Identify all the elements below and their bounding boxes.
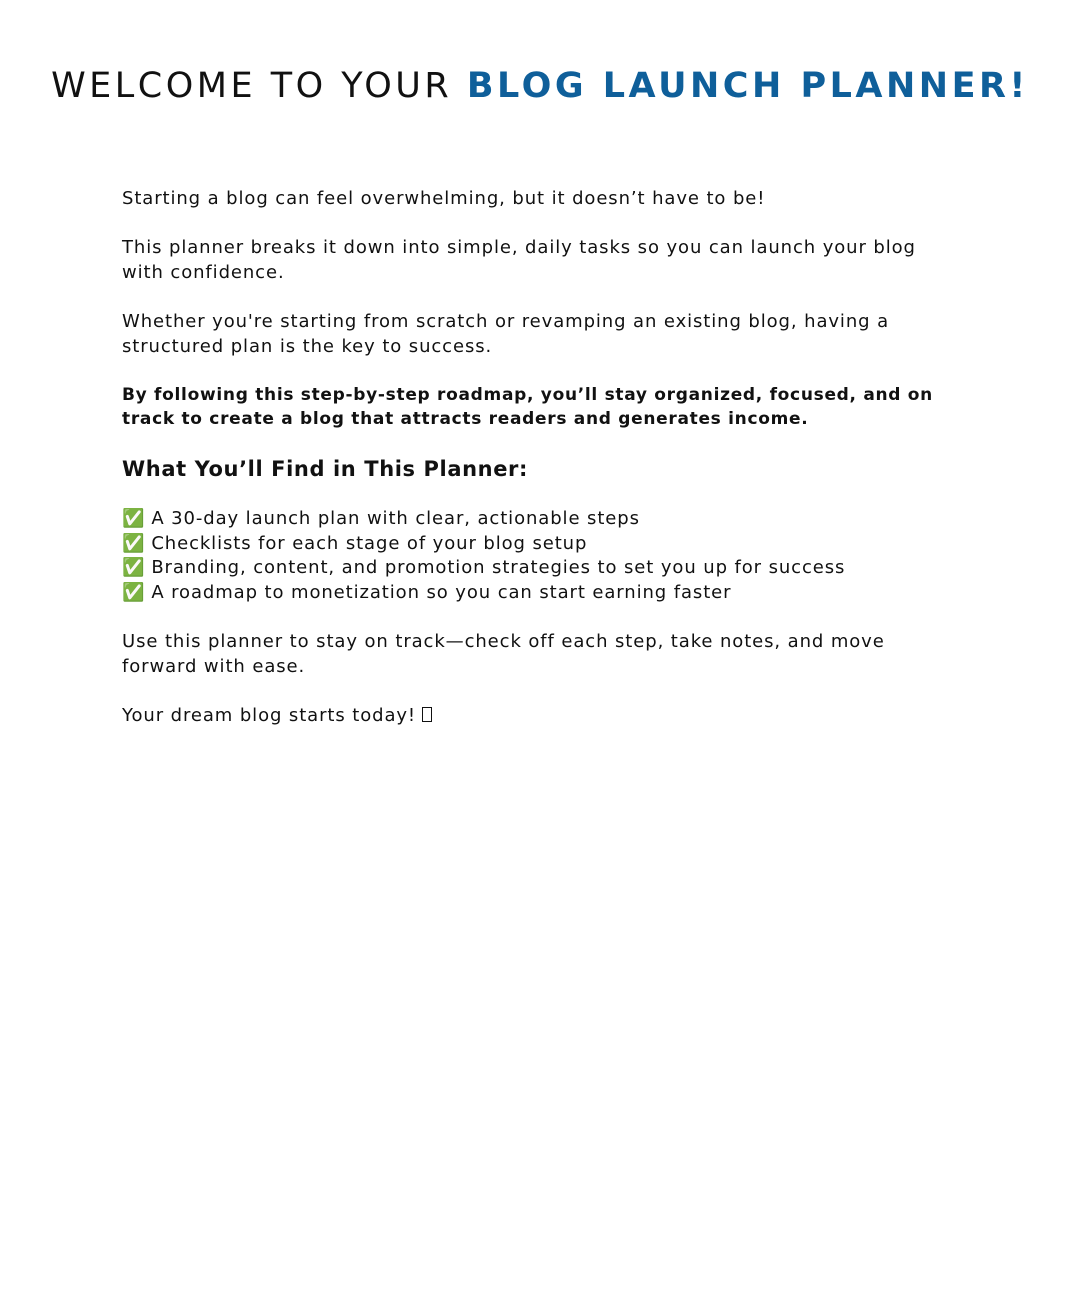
title-prefix: WELCOME TO YOUR [51, 66, 467, 106]
page-title [0, 68, 1080, 104]
checkmark-icon: ✅ [122, 581, 146, 603]
feature-list [122, 507, 962, 605]
list-item [122, 507, 962, 532]
list-item [122, 581, 962, 606]
list-item [122, 532, 962, 557]
dream-text: Your dream blog starts today! [122, 705, 417, 726]
checkmark-icon: ✅ [122, 508, 146, 529]
missing-glyph-icon [422, 707, 432, 722]
section-heading: What You’ll Find in This Planner: [122, 457, 529, 481]
list-item-text: A roadmap to monetization so you can start earning faster [151, 581, 732, 603]
list-item [122, 556, 962, 581]
intro-paragraph: Starting a blog can feel overwhelming, but it doesn’t have to be! [122, 188, 766, 209]
breakdown-paragraph: This planner breaks it down into simple, daily tasks so you can launch your blog with confidence. [122, 237, 916, 283]
dream-paragraph [122, 703, 962, 728]
whether-paragraph: Whether you're starting from scratch or revamping an existing blog, having a structured plan is the key to success. [122, 311, 890, 357]
title-highlight: BLOG LAUNCH PLANNER! [466, 66, 1029, 106]
list-item-text: Checklists for each stage of your blog setup [151, 532, 588, 554]
checkmark-icon: ✅ [122, 557, 146, 578]
use-paragraph: Use this planner to stay on track—check off each step, take notes, and move forward with ease. [122, 631, 885, 677]
roadmap-paragraph: By following this step-by-step roadmap, you’ll stay organized, focused, and on track to create a blog that attracts readers and generates income. [122, 385, 933, 429]
list-item-text: A 30-day launch plan with clear, actionable steps [151, 508, 640, 529]
list-item-text: Branding, content, and promotion strategies to set you up for success [151, 557, 846, 578]
checkmark-icon: ✅ [122, 532, 146, 554]
page-content [122, 186, 962, 752]
